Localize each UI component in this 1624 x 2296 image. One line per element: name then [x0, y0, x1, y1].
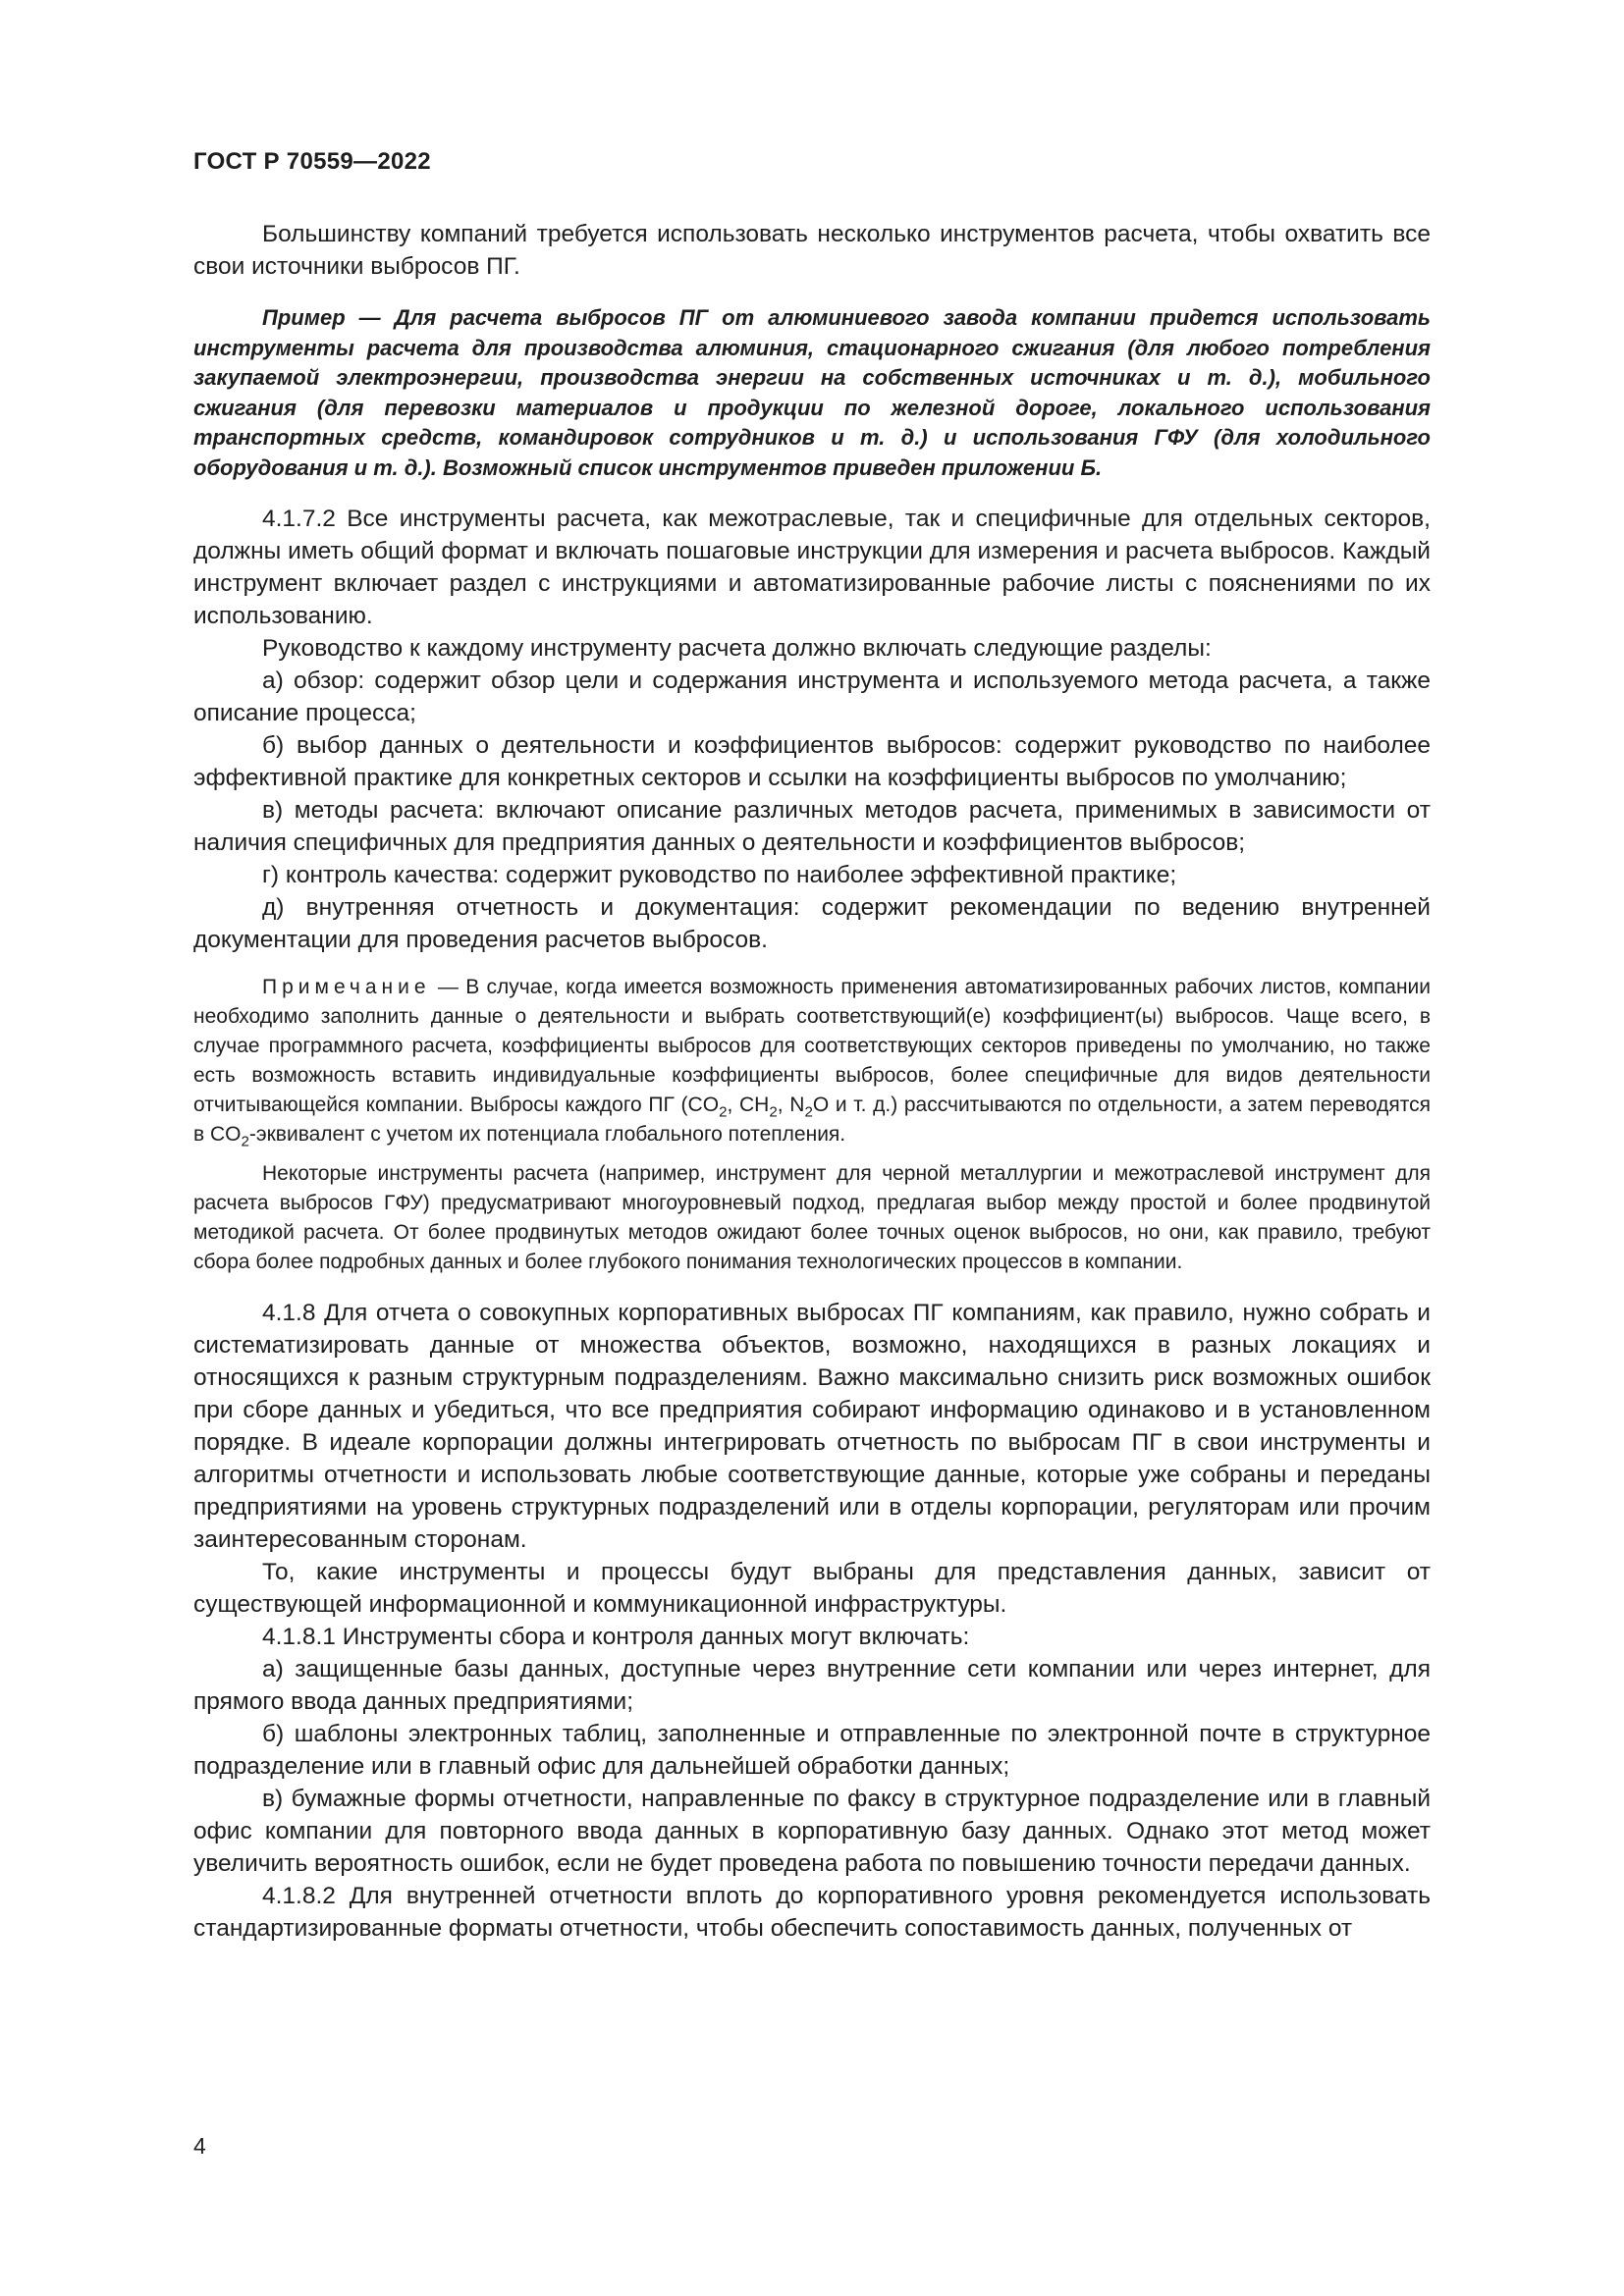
list-item: а) защищенные базы данных, доступные через внутренние сети компании или через интернет, для прямого ввода данных предприятиями;: [193, 1656, 1431, 1715]
list-item: г) контроль качества: содержит руководство по наиболее эффективной практике;: [262, 862, 1177, 888]
list-item: в) методы расчета: включают описание различных методов расчета, применимых в зависимости от наличия специфичных для предприятия данных о деятельности и коэффициентов выбросов;: [193, 797, 1431, 856]
intro-paragraph: Большинству компаний требуется использовать несколько инструментов расчета, чтобы охватить все свои источники выбросов ПГ.: [193, 221, 1431, 280]
note-paragraph: Примечание — В случае, когда имеется возможность применения автоматизированных рабочих листов, компании необходимо заполнить данные о деятельности и выбрать соответствующий(е) коэффициент(ы) выбросов. Чаще всего, в случае программного расчета, коэффициенты выбросов для соответствующих секторов приведены по умолчанию, но также есть возможность вставить индивидуальные коэффициенты выбросов, более специфичные для видов деятельности отчитывающейся компании. Выбросы каждого ПГ ($CO_2$, $CH_2$, $N_2O$ и т. д.) рассчитываются по отдельности, а затем переводятся в $CO_2$-эквивалент с учетом их потенциала глобального потепления.: [193, 976, 1432, 1150]
intro-block: [193, 218, 1431, 283]
example-block: [193, 303, 1431, 483]
list-item: б) шаблоны электронных таблиц, заполненные и отправленные по электронной почте в структурное подразделение или в главный офис для дальнейшей обработки данных;: [193, 1721, 1431, 1780]
example-paragraph: Пример — Для расчета выбросов ПГ от алюминиевого завода компании придется использовать инструменты расчета для производства алюминия, стационарного сжигания (для любого потребления закупаемой электроэнергии, производства энергии на собственных источниках и т. д.), мобильного сжигания (для перевозки материалов и продукции по железной дороге, локального использования транспортных средств, командировок сотрудников и т. д.) и использования ГФУ (для холодильного оборудования и т. д.). Возможный список инструментов приведен приложении Б.: [193, 305, 1431, 480]
note-block: [193, 973, 1431, 1277]
list-item: б) выбор данных о деятельности и коэффициентов выбросов: содержит руководство по наиболее эффективной практике для конкретных секторов и ссылки на коэффициенты выбросов по умолчанию;: [193, 732, 1431, 791]
list-item: д) внутренняя отчетность и документация: содержит рекомендации по ведению внутренней документации для проведения расчетов выбросов.: [193, 894, 1431, 953]
paragraph: 4.1.8.2 Для внутренней отчетности вплоть до корпоративного уровня рекомендуется использовать стандартизированные форматы отчетности, чтобы обеспечить сопоставимость данных, полученных от: [193, 1883, 1431, 1942]
note-label: Примечание: [262, 976, 431, 998]
document-header: ГОСТ Р 70559—2022: [193, 148, 431, 175]
paragraph: 4.1.8.1 Инструменты сбора и контроля данных могут включать:: [262, 1624, 970, 1650]
page-number: 4: [193, 2133, 206, 2159]
section-4-1-7-2: [193, 503, 1431, 956]
section-4-1-8: [193, 1297, 1431, 1945]
paragraph: 4.1.8 Для отчета о совокупных корпоративных выбросах ПГ компаниям, как правило, нужно собрать и систематизировать данные от множества объектов, возможно, находящихся в разных локациях и относящихся к разным структурным подразделениям. Важно максимально снизить риск возможных ошибок при сборе данных и убедиться, что все предприятия собирают информацию одинаково и в установленном порядке. В идеале корпорации должны интегрировать отчетность по выбросам ПГ в свои инструменты и алгоритмы отчетности и использовать любые соответствующие данные, которые уже собраны и переданы предприятиями на уровень структурных подразделений или в отделы корпорации, регуляторам или прочим заинтересованным сторонам.: [193, 1300, 1431, 1553]
list-item: а) обзор: содержит обзор цели и содержания инструмента и используемого метода расчета, а также описание процесса;: [193, 667, 1431, 726]
paragraph: То, какие инструменты и процессы будут выбраны для представления данных, зависит от существующей информационной и коммуникационной инфраструктуры.: [193, 1559, 1431, 1618]
paragraph: Руководство к каждому инструменту расчета должно включать следующие разделы:: [262, 635, 1212, 662]
note-paragraph: Некоторые инструменты расчета (например, инструмент для черной металлургии и межотраслевой инструмент для расчета выбросов ГФУ) предусматривают многоуровневый подход, предлагая выбор между простой и более продвинутой методикой расчета. От более продвинутых методов ожидают более точных оценок выбросов, но они, как правило, требуют сбора более подробных данных и более глубокого понимания технологических процессов в компании.: [193, 1162, 1431, 1273]
page-content: [193, 218, 1431, 1945]
list-item: в) бумажные формы отчетности, направленные по факсу в структурное подразделение или в главный офис компании для повторного ввода данных в корпоративную базу данных. Однако этот метод может увеличить вероятность ошибок, если не будет проведена работа по повышению точности передачи данных.: [193, 1786, 1431, 1877]
paragraph: 4.1.7.2 Все инструменты расчета, как межотраслевые, так и специфичные для отдельных секторов, должны иметь общий формат и включать пошаговые инструкции для измерения и расчета выбросов. Каждый инструмент включает раздел с инструкциями и автоматизированные рабочие листы с пояснениями по их использованию.: [193, 506, 1431, 629]
